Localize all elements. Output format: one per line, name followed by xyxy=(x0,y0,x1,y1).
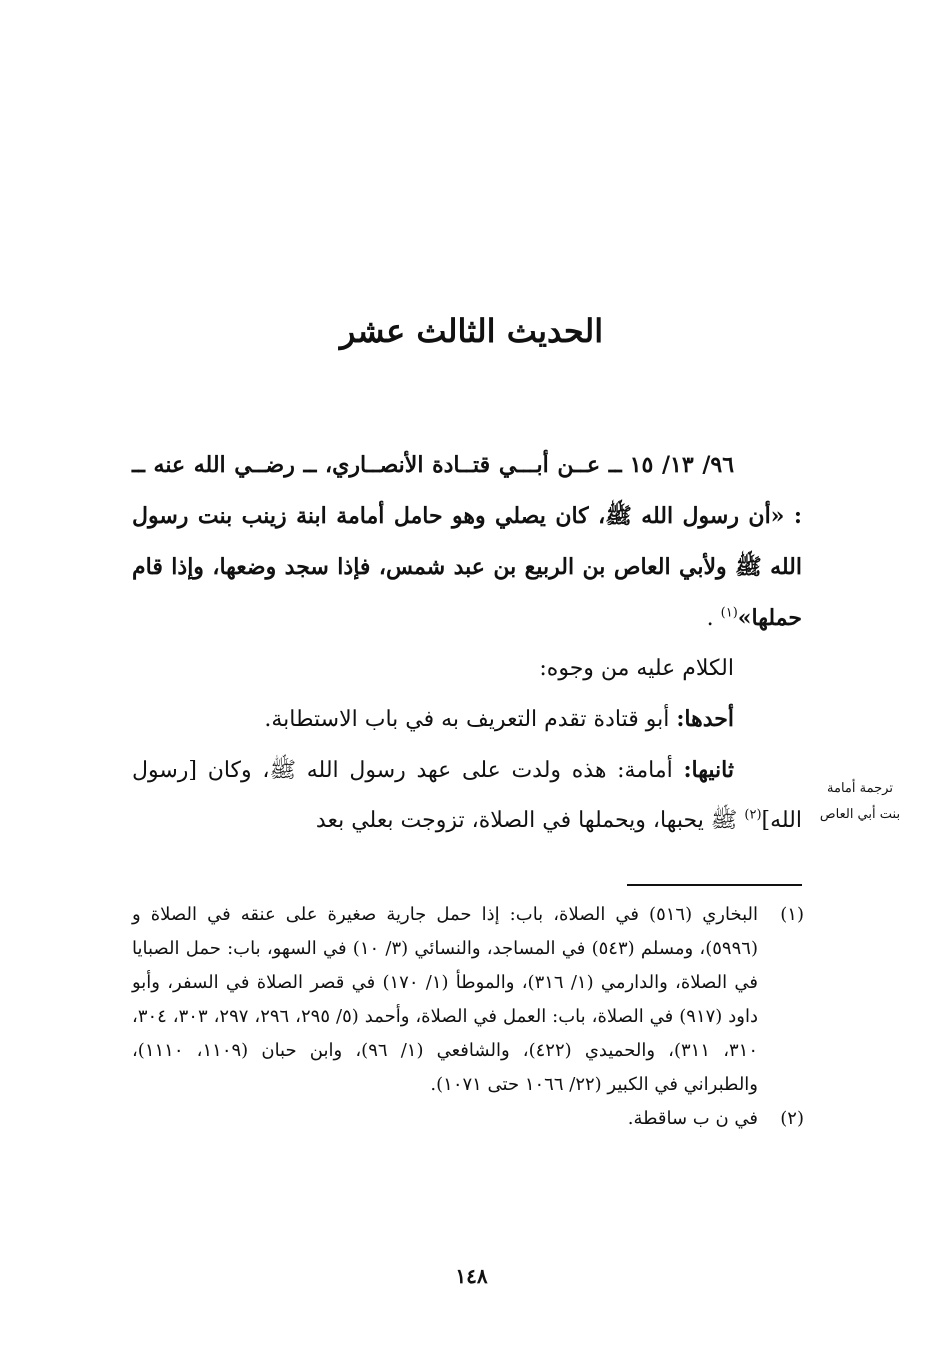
second-point-lead: ثانيها: xyxy=(683,757,734,783)
footnote-2-mark: (٢) xyxy=(780,1108,804,1129)
chapter-title: الحديث الثالث عشر xyxy=(339,312,604,350)
second-point-text-a: أمامة: هذه ولدت على عهد رسول الله ﷺ، وكان [رسول الله] xyxy=(132,758,802,833)
hadith-text: ــ عــن أبـــي قتــادة الأنصــاري، ــ رضــي الله عنه ــ : «أن رسول الله ﷺ، كان يصلي وهو حامل أمامة ابنة زينب بنت رسول الله ﷺ ولأبي العاص بن الربيع بن عبد شمس، فإذا سجد وضعها، وإذا قام حملها» xyxy=(132,452,802,631)
footnote-2-text: في ن ب ساقطة. xyxy=(627,1108,758,1129)
first-point-paragraph xyxy=(132,694,802,745)
margin-note: ترجمة أمامة بنت أبي العاص xyxy=(819,781,901,822)
hadith-paragraph xyxy=(132,440,802,644)
footnote-divider xyxy=(627,884,802,886)
footnote-ref-2[interactable]: (٢) xyxy=(744,807,762,823)
second-point-paragraph xyxy=(132,745,802,846)
footnote-2 xyxy=(132,1102,804,1136)
main-text xyxy=(132,440,802,846)
footnote-1-text: البخاري (٥١٦) في الصلاة، باب: إذا حمل جارية صغيرة على عنقه في الصلاة و (٥٩٩٦)، ومسلم (٥٤٣) في المساجد، والنسائي (٣/ ١٠) في السهو، باب: حمل الصبايا في الصلاة، والدارمي (١/ ٣١٦)، والموطأ (١/ ١٧٠) في قصر الصلاة في السفر، وأبو داود (٩١٧) في الصلاة، باب: العمل في الصلاة، وأحمد (٥/ ٢٩٥، ٢٩٦، ٢٩٧، ٣٠٣، ٣٠٤، ٣١٠، ٣١١)، والحميدي (٤٢٢)، والشافعي (١/ ٩٦)، وابن حبان (١١٠٩، ١١١٠)، والطبراني في الكبير (٢٢/ ١٠٦٦ حتى ١٠٧١). xyxy=(132,904,759,1095)
first-point-text: أبو قتادة تقدم التعريف به في باب الاستطابة. xyxy=(264,707,677,732)
intro-paragraph: الكلام عليه من وجوه: xyxy=(539,656,734,681)
hadith-end: . xyxy=(706,606,721,631)
page-number: ١٤٨ xyxy=(455,1264,488,1288)
second-point-text-b: ﷺ يحبها، ويحملها في الصلاة، تزوجت بعلي بعد xyxy=(315,808,745,833)
footnotes xyxy=(132,898,804,1136)
hadith-number: ٩٦/ ١٣/ ١٥ xyxy=(629,452,735,478)
first-point-lead: أحدها: xyxy=(676,706,734,732)
footnote-1 xyxy=(132,898,804,1102)
footnote-ref-1[interactable]: (١) xyxy=(720,605,738,621)
footnote-1-mark: (١) xyxy=(780,904,804,925)
